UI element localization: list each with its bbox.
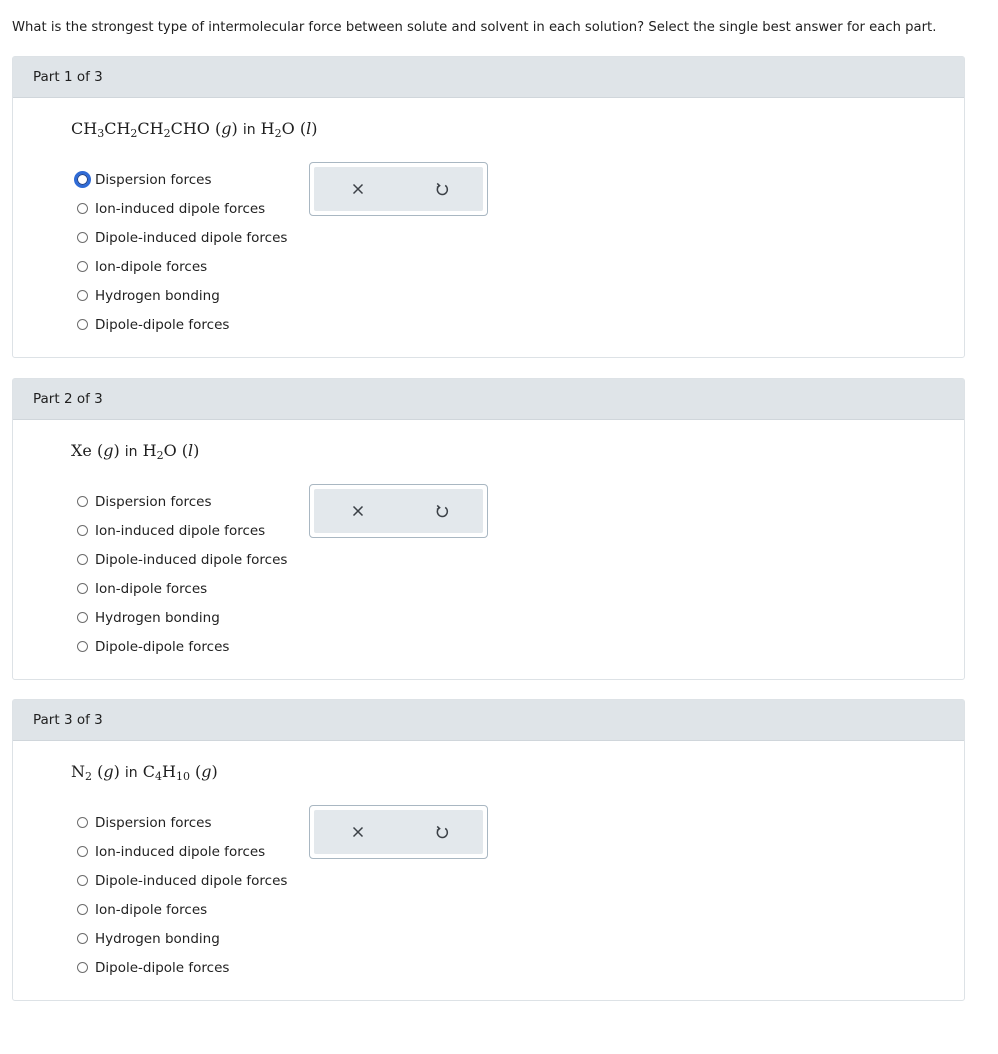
part-3-option-dipole-induced-dipole[interactable]: Dipole-induced dipole forces — [75, 866, 287, 895]
radio-icon[interactable] — [77, 525, 88, 536]
radio-icon[interactable] — [77, 846, 88, 857]
part-2-option-dipole-dipole[interactable]: Dipole-dipole forces — [75, 632, 287, 661]
radio-icon[interactable] — [77, 641, 88, 652]
part-1-header: Part 1 of 3 — [13, 57, 964, 98]
part-3-undo-button[interactable] — [412, 810, 472, 854]
part-1-undo-button[interactable] — [412, 167, 472, 211]
part-1-formula: $CH_3CH_2CH_2CHO$ (g) in $H_2O$ (l) — [71, 119, 318, 140]
radio-icon[interactable] — [77, 875, 88, 886]
radio-icon[interactable] — [77, 496, 88, 507]
part-1-options — [75, 165, 287, 339]
radio-icon[interactable] — [77, 261, 88, 272]
part-1-option-dispersion[interactable]: Dispersion forces — [75, 165, 287, 194]
part-3-option-dipole-dipole[interactable]: Dipole-dipole forces — [75, 953, 287, 982]
radio-icon[interactable] — [77, 319, 88, 330]
part-2-card — [12, 378, 965, 680]
radio-icon[interactable] — [77, 554, 88, 565]
part-1-option-dipole-induced-dipole[interactable]: Dipole-induced dipole forces — [75, 223, 287, 252]
undo-icon — [435, 825, 449, 839]
radio-icon[interactable] — [77, 933, 88, 944]
part-2-option-hydrogen-bonding[interactable]: Hydrogen bonding — [75, 603, 287, 632]
radio-icon[interactable] — [77, 203, 88, 214]
part-2-options — [75, 487, 287, 661]
radio-icon[interactable] — [77, 232, 88, 243]
part-1-card — [12, 56, 965, 358]
question-text: What is the strongest type of intermolecular force between solute and solvent in each solution? Select the single best answer for each part. — [12, 20, 937, 35]
radio-icon[interactable] — [77, 583, 88, 594]
part-3-option-hydrogen-bonding[interactable]: Hydrogen bonding — [75, 924, 287, 953]
radio-icon[interactable] — [77, 962, 88, 973]
radio-selected-icon[interactable] — [74, 171, 91, 188]
undo-icon — [435, 504, 449, 518]
part-2-clear-button[interactable] — [328, 489, 388, 533]
part-2-actions — [309, 484, 488, 538]
part-1-option-ion-induced-dipole[interactable]: Ion-induced dipole forces — [75, 194, 287, 223]
part-1-option-ion-dipole[interactable]: Ion-dipole forces — [75, 252, 287, 281]
radio-icon[interactable] — [77, 904, 88, 915]
part-2-undo-button[interactable] — [412, 489, 472, 533]
close-icon — [352, 505, 364, 517]
part-3-actions — [309, 805, 488, 859]
part-3-option-ion-induced-dipole[interactable]: Ion-induced dipole forces — [75, 837, 287, 866]
part-3-card — [12, 699, 965, 1001]
close-icon — [352, 826, 364, 838]
undo-icon — [435, 182, 449, 196]
part-1-option-dipole-dipole[interactable]: Dipole-dipole forces — [75, 310, 287, 339]
part-2-option-dipole-induced-dipole[interactable]: Dipole-induced dipole forces — [75, 545, 287, 574]
part-2-option-ion-dipole[interactable]: Ion-dipole forces — [75, 574, 287, 603]
part-2-option-dispersion[interactable]: Dispersion forces — [75, 487, 287, 516]
part-1-actions — [309, 162, 488, 216]
part-3-option-ion-dipole[interactable]: Ion-dipole forces — [75, 895, 287, 924]
radio-icon[interactable] — [77, 290, 88, 301]
part-1-option-hydrogen-bonding[interactable]: Hydrogen bonding — [75, 281, 287, 310]
part-3-options — [75, 808, 287, 982]
part-2-header: Part 2 of 3 — [13, 379, 964, 420]
part-1-clear-button[interactable] — [328, 167, 388, 211]
part-3-header: Part 3 of 3 — [13, 700, 964, 741]
radio-icon[interactable] — [77, 612, 88, 623]
radio-icon[interactable] — [77, 817, 88, 828]
close-icon — [352, 183, 364, 195]
part-3-formula: $N_2$ (g) in $C_4H_{10}$ (g) — [71, 762, 218, 783]
part-2-formula: Xe (g) in $H_2O$ (l) — [71, 441, 200, 462]
part-2-option-ion-induced-dipole[interactable]: Ion-induced dipole forces — [75, 516, 287, 545]
part-3-option-dispersion[interactable]: Dispersion forces — [75, 808, 287, 837]
part-3-clear-button[interactable] — [328, 810, 388, 854]
